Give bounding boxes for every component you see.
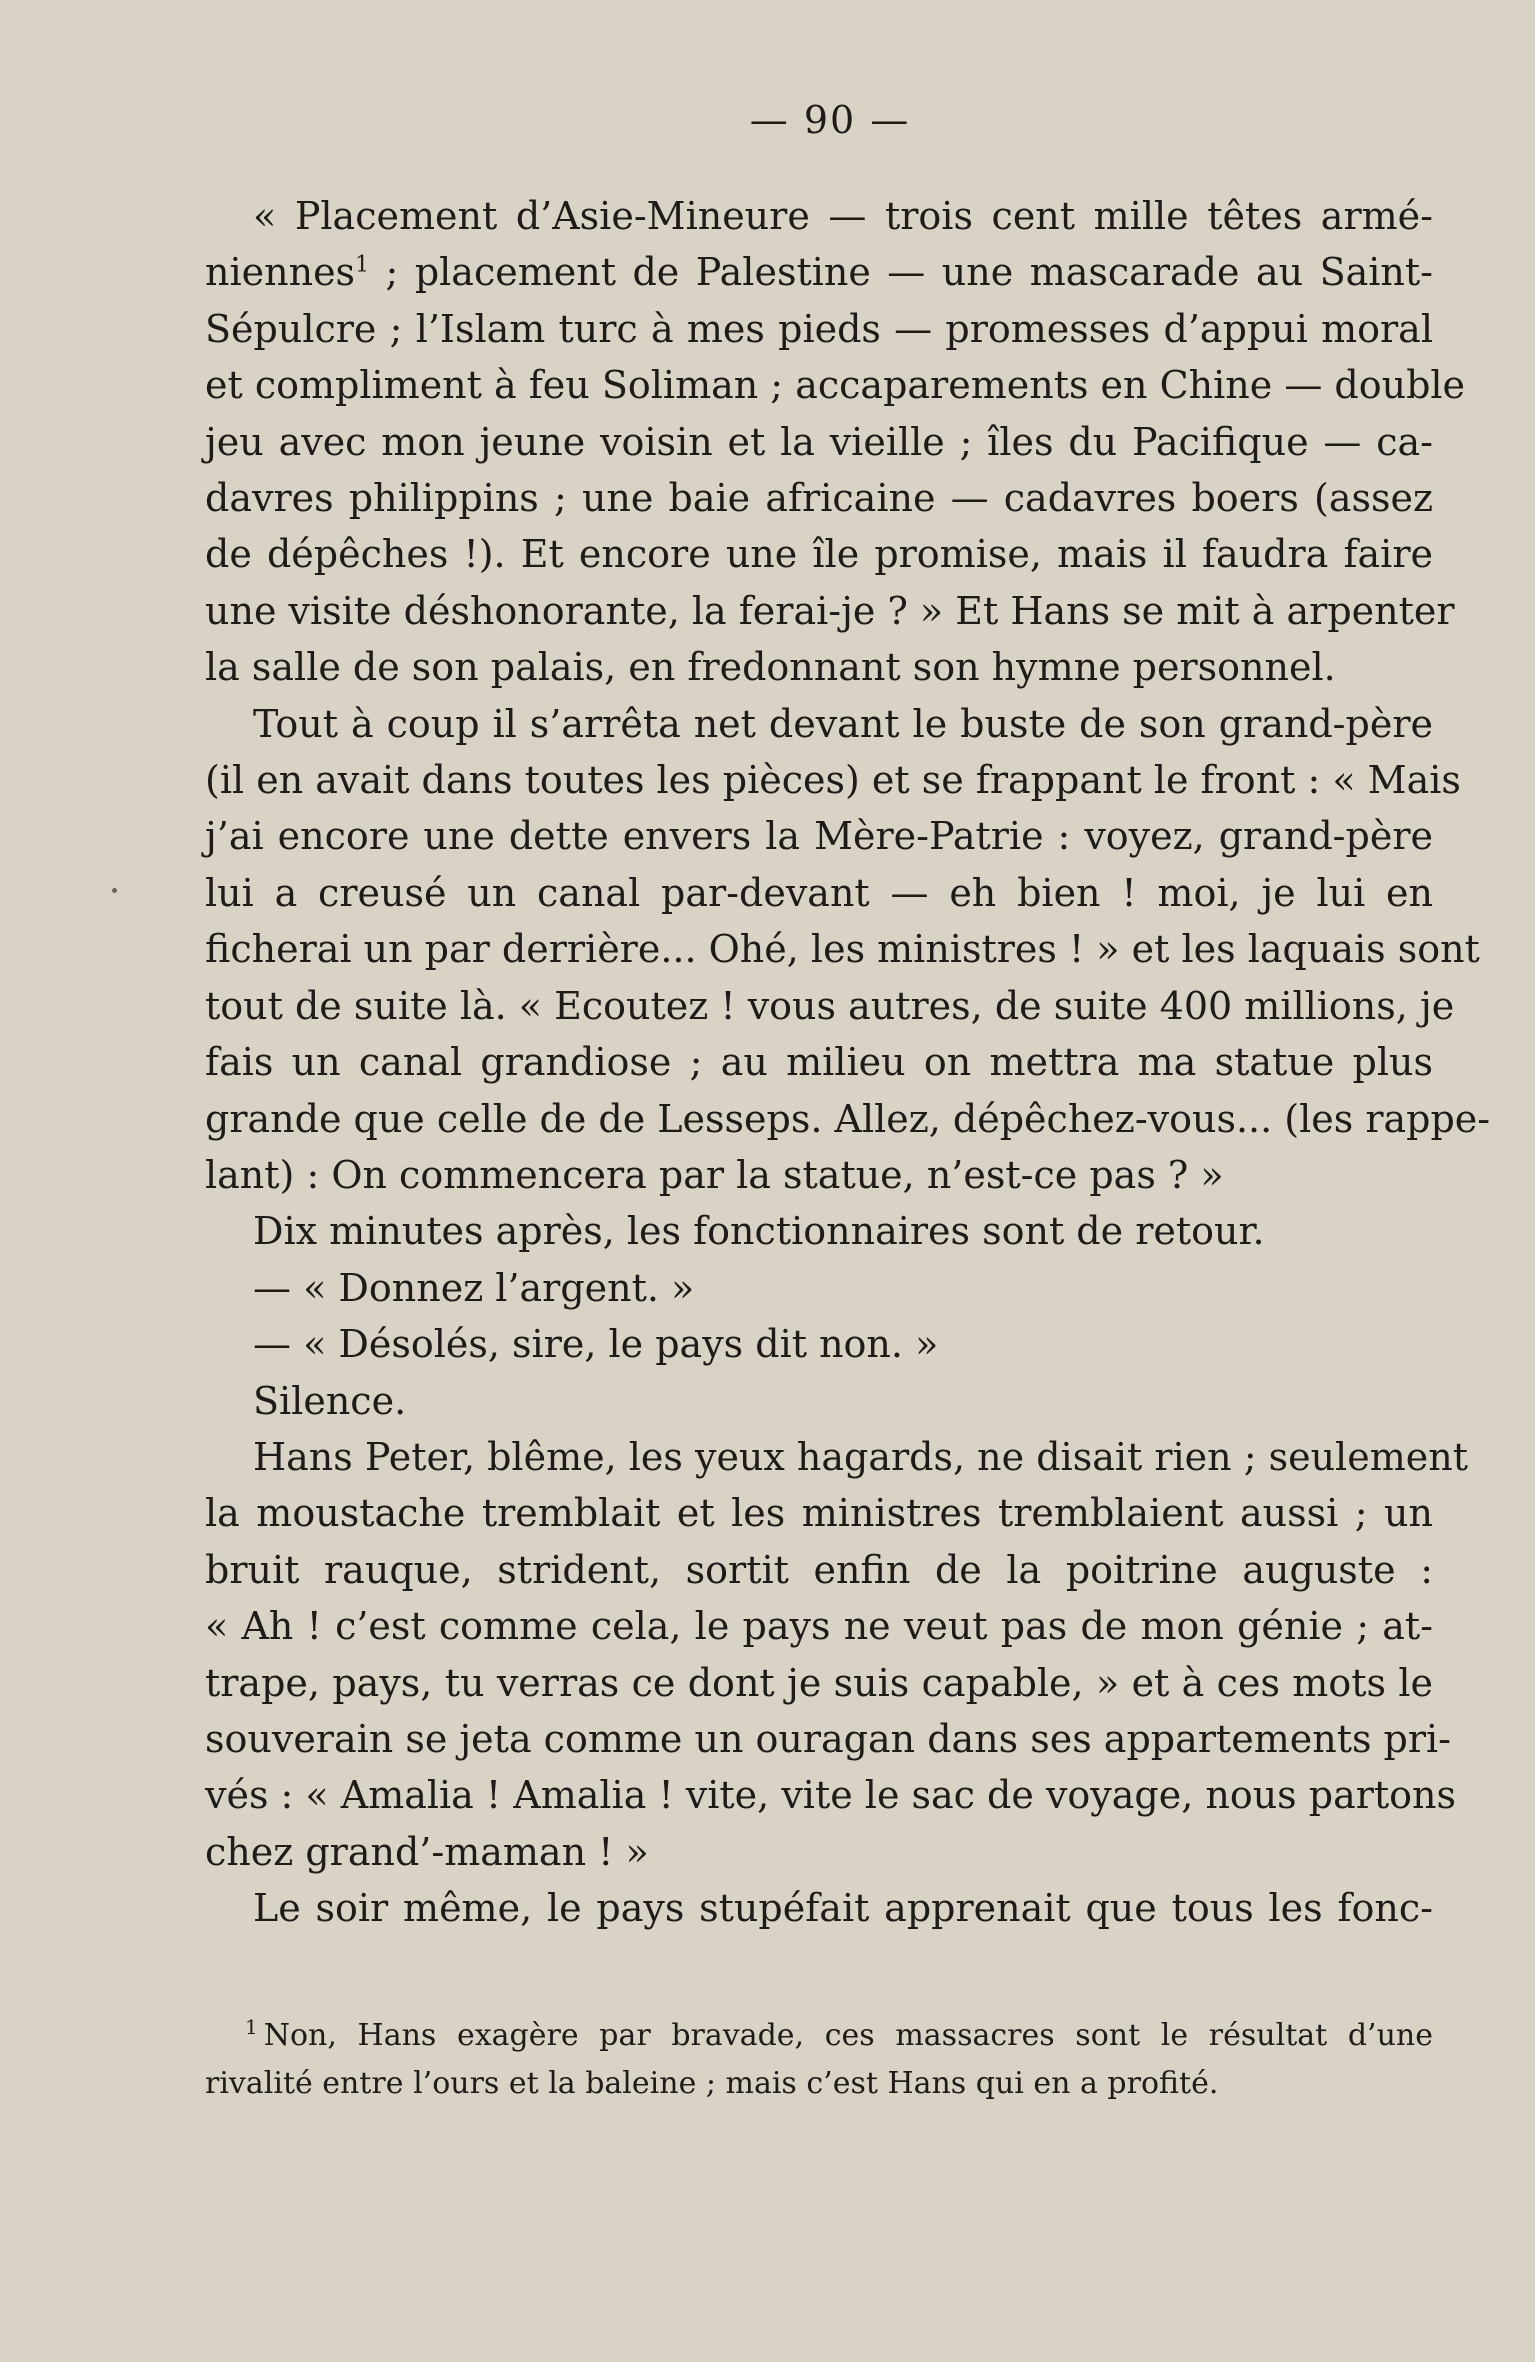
text-line-content: Hans Peter, blême, les yeux hagards, ne disait rien ; seulement — [253, 1434, 1468, 1479]
text-line-content: et compliment à feu Soliman ; accaparements en Chine — double — [205, 363, 1466, 408]
text-line-content: Silence. — [253, 1378, 407, 1423]
footnote-line — [205, 2012, 1433, 2060]
text-line-content: lui a creusé un canal par-devant — eh bien ! moi, je lui en — [205, 870, 1433, 915]
text-line — [205, 1203, 1433, 1259]
paper-speck — [112, 888, 117, 893]
text-line-content: jeu avec mon jeune voisin et la vieille ; îles du Pacifique — ca- — [205, 419, 1433, 464]
text-line — [205, 1824, 1433, 1880]
text-line — [205, 1316, 1433, 1372]
body-text — [205, 188, 1491, 1937]
text-line-content: niennes — [205, 250, 356, 295]
text-line-content: la salle de son palais, en fredonnant son hymne personnel. — [205, 645, 1336, 690]
text-line-content: Dix minutes après, les fonctionnaires sont de retour. — [253, 1209, 1265, 1254]
text-line-content: la moustache tremblait et les ministres tremblaient aussi ; un — [205, 1491, 1433, 1536]
text-line — [205, 1373, 1433, 1429]
text-line — [205, 1598, 1433, 1654]
text-line-content: davres philippins ; une baie africaine — cadavres boers (assez — [205, 476, 1433, 521]
text-line — [205, 1260, 1433, 1316]
text-line — [205, 921, 1480, 977]
text-line — [205, 301, 1433, 357]
text-line — [205, 639, 1433, 695]
footnote-line-content: rivalité entre l’ours et la baleine ; mais c’est Hans qui en a profité. — [205, 2066, 1219, 2101]
text-line-content: « Ah ! c’est comme cela, le pays ne veut pas de mon génie ; at- — [205, 1604, 1433, 1649]
text-line-content: une visite déshonorante, la ferai-je ? » Et Hans se mit à arpenter — [205, 588, 1455, 633]
text-line-content: trape, pays, tu verras ce dont je suis capable, » et à ces mots le — [205, 1660, 1433, 1705]
text-line-content: tout de suite là. « Ecoutez ! vous autres, de suite 400 millions, je — [205, 983, 1455, 1028]
text-line-content: Sépulcre ; l’Islam turc à mes pieds — promesses d’appui moral — [205, 306, 1433, 351]
text-line-content: de dépêches !). Et encore une île promise, mais il faudra faire — [205, 532, 1433, 577]
text-line-content: bruit rauque, strident, sortit enfin de la poitrine auguste : — [205, 1547, 1433, 1592]
text-line — [205, 1034, 1433, 1090]
text-line — [205, 188, 1433, 244]
text-line — [205, 1485, 1433, 1541]
text-line-content: j’ai encore une dette envers la Mère-Patrie : voyez, grand-père — [205, 814, 1433, 859]
text-line-continuation: ; placement de Palestine — une mascarade au Saint- — [369, 250, 1433, 295]
text-line — [205, 244, 1433, 300]
text-line — [205, 752, 1461, 808]
text-line — [205, 978, 1455, 1034]
text-line-content: lant) : On commencera par la statue, n’est-ce pas ? » — [205, 1152, 1224, 1197]
text-line — [205, 470, 1433, 526]
footnote — [205, 2012, 1433, 2108]
text-line-content: souverain se jeta comme un ouragan dans ses appartements pri- — [205, 1716, 1452, 1761]
page-number: — 90 — — [749, 98, 911, 142]
text-line — [205, 583, 1455, 639]
text-line-content: fais un canal grandiose ; au milieu on mettra ma statue plus — [205, 1040, 1433, 1085]
text-line-content: (il en avait dans toutes les pièces) et se frappant le front : « Mais — [205, 758, 1461, 803]
text-line — [205, 414, 1433, 470]
text-line-content: Tout à coup il s’arrêta net devant le buste de son grand-père — [253, 701, 1433, 746]
text-line — [205, 808, 1433, 864]
footnote-reference[interactable]: 1 — [355, 252, 370, 278]
text-line-content: ficherai un par derrière... Ohé, les ministres ! » et les laquais sont — [205, 927, 1480, 972]
footnote-line — [205, 2060, 1433, 2108]
text-line-content: — « Donnez l’argent. » — [253, 1265, 695, 1310]
text-line — [205, 1429, 1468, 1485]
text-line-content: chez grand’-maman ! » — [205, 1829, 649, 1874]
text-line-content: grande que celle de de Lesseps. Allez, dépêchez-vous... (les rappe- — [205, 1096, 1491, 1141]
text-line — [205, 1880, 1433, 1936]
text-line-content: vés : « Amalia ! Amalia ! vite, vite le sac de voyage, nous partons — [205, 1773, 1457, 1818]
footnote-mark: 1 — [245, 2015, 258, 2039]
text-line-content: « Placement d’Asie-Mineure — trois cent mille têtes armé- — [253, 194, 1433, 238]
text-line — [205, 1711, 1452, 1767]
text-line — [205, 1655, 1433, 1711]
text-line-content: — « Désolés, sire, le pays dit non. » — [253, 1322, 939, 1367]
text-line — [205, 526, 1433, 582]
footnote-line-content: Non, Hans exagère par bravade, ces massacres sont le résultat d’une — [263, 2018, 1433, 2053]
text-line — [205, 357, 1466, 413]
text-line — [205, 696, 1433, 752]
text-line-content: Le soir même, le pays stupéfait apprenait que tous les fonc- — [253, 1886, 1433, 1931]
text-line — [205, 1091, 1491, 1147]
text-line — [205, 1542, 1433, 1598]
text-line — [205, 1767, 1457, 1823]
text-line — [205, 1147, 1433, 1203]
text-line — [205, 865, 1433, 921]
